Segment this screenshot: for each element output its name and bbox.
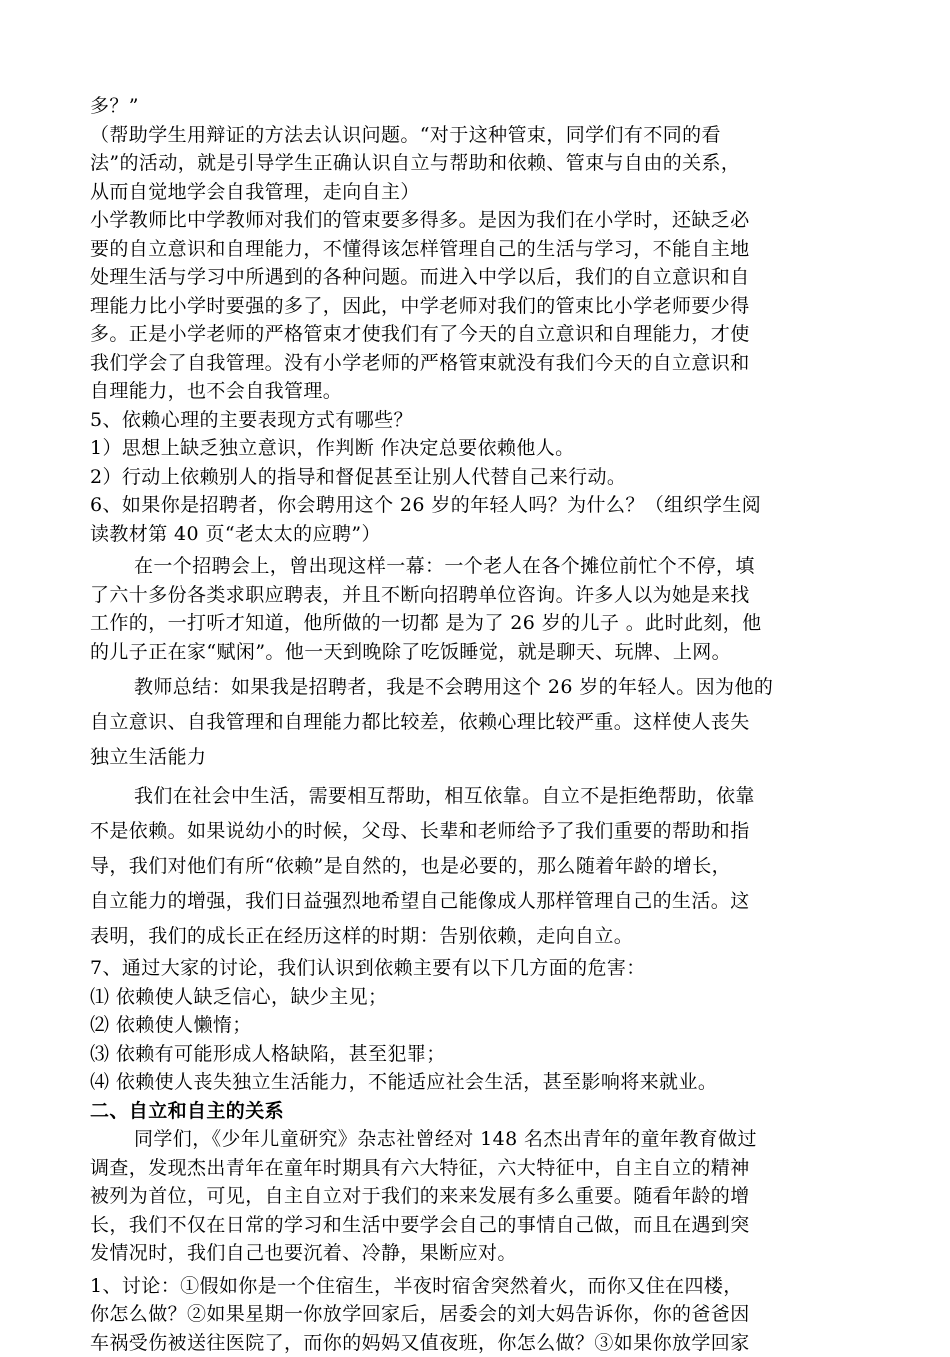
list-item: ⑴ 依赖使人缺乏信心，缺少主见； bbox=[90, 983, 865, 1012]
question-5 bbox=[90, 406, 865, 492]
discussion bbox=[90, 1272, 865, 1357]
text-line: 发情况时，我们自己也要沉着、冷静，果断应对。 bbox=[90, 1239, 865, 1268]
document-page bbox=[90, 92, 865, 1357]
text-line: 从而自觉地学会自我管理，走向自主） bbox=[90, 178, 865, 207]
text-line: 要的自立意识和自理能力，不懂得该怎样管理自己的生活与学习，不能自主地 bbox=[90, 235, 865, 264]
question-7 bbox=[90, 954, 865, 1097]
text-line: 不是依赖。如果说幼小的时候，父母、长辈和老师给予了我们重要的帮助和指 bbox=[90, 814, 865, 849]
section-heading: 二、自立和自主的关系 bbox=[90, 1097, 865, 1126]
text-line: 自理能力，也不会自我管理。 bbox=[90, 377, 865, 406]
text-line: 了六十多份各类求职应聘表，并且不断向招聘单位咨询。许多人以为她是来找 bbox=[90, 581, 865, 610]
text-line: 教师总结：如果我是招聘者，我是不会聘用这个 26 岁的年轻人。因为他的 bbox=[90, 670, 865, 705]
list-item: 2）行动上依赖别人的指导和督促甚至让别人代替自己来行动。 bbox=[90, 463, 865, 492]
text-line: 多。正是小学老师的严格管束才使我们有了今天的自立意识和自理能力，才使 bbox=[90, 320, 865, 349]
text-line: 被列为首位，可见，自主自立对于我们的来来发展有多么重要。随看年龄的增 bbox=[90, 1182, 865, 1211]
text-line: 理能力比小学时要强的多了，因此，中学老师对我们的管束比小学老师要少得 bbox=[90, 292, 865, 321]
text-line: 的儿子正在家“赋闲”。他一天到晚除了吃饭睡觉，就是聊天、玩牌、上网。 bbox=[90, 638, 865, 667]
text-line: 法”的活动，就是引导学生正确认识自立与帮助和依赖、管束与自由的关系， bbox=[90, 149, 865, 178]
question-heading: 5、依赖心理的主要表现方式有哪些？ bbox=[90, 406, 865, 435]
text-line: 自立能力的增强，我们日益强烈地希望自己能像成人那样管理自己的生活。这 bbox=[90, 884, 865, 919]
teaching-note bbox=[90, 92, 865, 206]
text-line: 自立意识、自我管理和自理能力都比较差，依赖心理比较严重。这样使人丧失 bbox=[90, 705, 865, 740]
text-line: 1、讨论：①假如你是一个住宿生，半夜时宿舍突然着火，而你又住在四楼， bbox=[90, 1272, 865, 1301]
text-line: 同学们，《少年儿童研究》杂志社曾经对 148 名杰出青年的童年教育做过 bbox=[90, 1125, 865, 1154]
teacher-summary bbox=[90, 670, 865, 775]
text-line: 我们学会了自我管理。没有小学老师的严格管束就没有我们今天的自立意识和 bbox=[90, 349, 865, 378]
society-paragraph bbox=[90, 779, 865, 954]
list-item: ⑶ 依赖有可能形成人格缺陷，甚至犯罪； bbox=[90, 1040, 865, 1069]
text-line: 我们在社会中生活，需要相互帮助，相互依靠。自立不是拒绝帮助，依靠 bbox=[90, 779, 865, 814]
text-line: 调查，发现杰出青年在童年时期具有六大特征，六大特征中，自主自立的精神 bbox=[90, 1154, 865, 1183]
management-paragraph bbox=[90, 206, 865, 406]
text-line: 在一个招聘会上，曾出现这样一幕：一个老人在各个摊位前忙个不停，填 bbox=[90, 552, 865, 581]
text-line: 独立生活能力 bbox=[90, 740, 865, 775]
story-paragraph bbox=[90, 552, 865, 666]
text-line: 处理生活与学习中所遇到的各种问题。而进入中学以后，我们的自立意识和自 bbox=[90, 263, 865, 292]
text-line: 长，我们不仅在日常的学习和生活中要学会自己的事情自己做，而且在遇到突 bbox=[90, 1211, 865, 1240]
section-2 bbox=[90, 1097, 865, 1268]
text-line: 表明，我们的成长正在经历这样的时期：告别依赖，走向自立。 bbox=[90, 919, 865, 954]
text-line: 多？” bbox=[90, 92, 865, 121]
text-line: （帮助学生用辩证的方法去认识问题。“对于这种管束，同学们有不同的看 bbox=[90, 121, 865, 150]
text-line: 导，我们对他们有所“依赖”是自然的，也是必要的，那么随着年龄的增长， bbox=[90, 849, 865, 884]
text-line: 小学教师比中学教师对我们的管束要多得多。是因为我们在小学时，还缺乏必 bbox=[90, 206, 865, 235]
list-item: ⑵ 依赖使人懒惰； bbox=[90, 1011, 865, 1040]
text-line: 读教材第 40 页“老太太的应聘”） bbox=[90, 520, 865, 549]
text-line: 工作的，一打听才知道，他所做的一切都 是为了 26 岁的儿子 。此时此刻，他 bbox=[90, 609, 865, 638]
question-heading: 7、通过大家的讨论，我们认识到依赖主要有以下几方面的危害： bbox=[90, 954, 865, 983]
text-line: 车祸受伤被送往医院了，而你的妈妈又值夜班，你怎么做？③如果你放学回家 bbox=[90, 1329, 865, 1357]
list-item: ⑷ 依赖使人丧失独立生活能力，不能适应社会生活，甚至影响将来就业。 bbox=[90, 1068, 865, 1097]
text-line: 6、如果你是招聘者，你会聘用这个 26 岁的年轻人吗？为什么？（组织学生阅 bbox=[90, 491, 865, 520]
question-6 bbox=[90, 491, 865, 548]
list-item: 1）思想上缺乏独立意识，作判断 作决定总要依赖他人。 bbox=[90, 434, 865, 463]
text-line: 你怎么做？②如果星期一你放学回家后，居委会的刘大妈告诉你，你的爸爸因 bbox=[90, 1300, 865, 1329]
